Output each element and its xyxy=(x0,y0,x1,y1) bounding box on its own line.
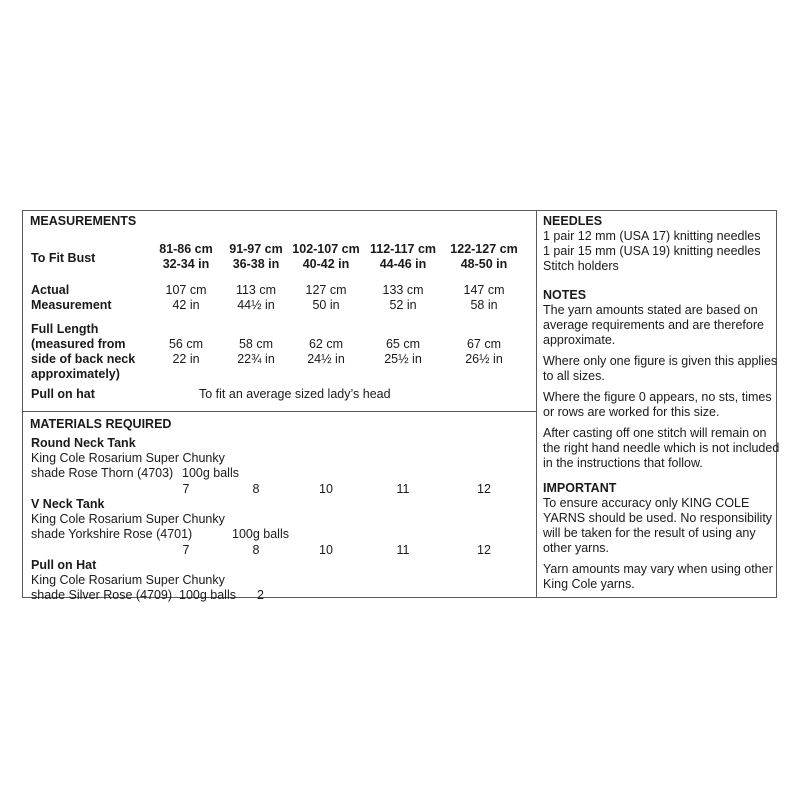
v-neck-qty-3: 10 xyxy=(319,543,333,557)
section-divider xyxy=(23,411,536,412)
notes-paragraph-1: The yarn amounts stated are based on average requirements and are therefore approximate. xyxy=(543,303,764,347)
round-neck-qty-5: 12 xyxy=(477,482,491,496)
v-neck-qty-5: 12 xyxy=(477,543,491,557)
full-length-label-line3: side of back neck xyxy=(31,352,136,366)
size-2-cm: 91-97 cm xyxy=(229,242,283,256)
round-neck-qty-2: 8 xyxy=(252,482,260,496)
size-1-cm: 81-86 cm xyxy=(159,242,213,256)
size-5-in: 48-50 in xyxy=(460,257,508,271)
full-length-5-cm: 67 cm xyxy=(466,337,502,351)
notes-paragraph-2: Where only one figure is given this applies to all sizes. xyxy=(543,354,778,383)
full-length-2 xyxy=(237,337,275,367)
material-shade-hat: shade Silver Rose (4709) xyxy=(31,588,173,602)
size-1-in: 32-34 in xyxy=(162,257,210,271)
round-neck-qty-1: 7 xyxy=(182,482,190,496)
actual-3 xyxy=(306,283,347,313)
material-title-round-neck: Round Neck Tank xyxy=(31,436,136,450)
material-unit-round-neck: 100g balls xyxy=(182,466,239,480)
size-4-in: 44-46 in xyxy=(379,257,427,271)
notes-paragraph-3: Where the figure 0 appears, no sts, times or rows are worked for this size. xyxy=(543,390,772,419)
size-4 xyxy=(370,242,436,272)
round-neck-qty-4: 11 xyxy=(396,482,410,496)
actual-label-line2: Measurement xyxy=(31,298,112,312)
needle-line-1: 1 pair 12 mm (USA 17) knitting needles xyxy=(543,229,761,243)
full-length-2-in: 22¾ in xyxy=(237,352,275,366)
actual-1-cm: 107 cm xyxy=(165,283,207,297)
actual-4-cm: 133 cm xyxy=(382,283,424,297)
actual-2-in: 44½ in xyxy=(237,298,275,312)
to-fit-bust-label: To Fit Bust xyxy=(31,251,96,265)
important-heading: IMPORTANT xyxy=(543,481,617,495)
actual-3-in: 50 in xyxy=(312,298,340,312)
actual-5-cm: 147 cm xyxy=(463,283,505,297)
size-1 xyxy=(159,242,213,272)
measurements-heading: MEASUREMENTS xyxy=(30,214,137,228)
actual-5 xyxy=(464,283,505,313)
actual-1-in: 42 in xyxy=(172,298,200,312)
pattern-info-box xyxy=(22,210,780,602)
materials-heading: MATERIALS REQUIRED xyxy=(30,417,172,431)
v-neck-qty-2: 8 xyxy=(252,543,260,557)
full-length-2-cm: 58 cm xyxy=(238,337,274,351)
important-paragraph-1: To ensure accuracy only KING COLE YARNS should be used. No responsibility will be taken for the result of using any other yarns. xyxy=(543,496,773,555)
material-yarn-round-neck: King Cole Rosarium Super Chunky xyxy=(31,451,225,465)
size-3-cm: 102-107 cm xyxy=(292,242,360,256)
material-yarn-v-neck: King Cole Rosarium Super Chunky xyxy=(31,512,225,526)
material-title-hat: Pull on Hat xyxy=(31,558,97,572)
needle-line-3: Stitch holders xyxy=(543,259,619,273)
full-length-5 xyxy=(465,337,503,367)
size-2-in: 36-38 in xyxy=(232,257,280,271)
full-length-1-in: 22 in xyxy=(172,352,200,366)
full-length-label-line2: (measured from xyxy=(31,337,126,351)
full-length-3 xyxy=(307,337,345,367)
notes-paragraph-4: After casting off one stitch will remain on the right hand needle which is not included in the instructions that follow. xyxy=(543,426,780,470)
full-length-4-in: 25½ in xyxy=(384,352,422,366)
size-4-cm: 112-117 cm xyxy=(369,242,437,256)
full-length-3-cm: 62 cm xyxy=(308,337,344,351)
needle-line-2: 1 pair 15 mm (USA 19) knitting needles xyxy=(543,244,761,258)
hat-qty: 2 xyxy=(257,588,264,602)
full-length-5-in: 26½ in xyxy=(465,352,503,366)
important-paragraph-2: Yarn amounts may vary when using other King Cole yarns. xyxy=(543,562,773,591)
actual-1 xyxy=(166,283,207,313)
v-neck-qty-1: 7 xyxy=(182,543,190,557)
size-3 xyxy=(292,242,359,272)
full-length-1-cm: 56 cm xyxy=(168,337,204,351)
actual-2-cm: 113 cm xyxy=(235,283,277,297)
size-2 xyxy=(229,242,283,272)
full-length-4-cm: 65 cm xyxy=(385,337,421,351)
needles-heading: NEEDLES xyxy=(543,214,603,228)
v-neck-qty-4: 11 xyxy=(396,543,410,557)
notes-heading: NOTES xyxy=(543,288,587,302)
important-section xyxy=(543,481,783,592)
full-length-3-in: 24½ in xyxy=(307,352,345,366)
full-length-4 xyxy=(384,337,422,367)
material-shade-v-neck: shade Yorkshire Rose (4701) xyxy=(31,527,193,541)
material-unit-v-neck: 100g balls xyxy=(232,527,289,541)
size-5-cm: 122-127 cm xyxy=(450,242,518,256)
size-3-in: 40-42 in xyxy=(302,257,350,271)
actual-3-cm: 127 cm xyxy=(305,283,347,297)
actual-4 xyxy=(383,283,424,313)
actual-2 xyxy=(236,283,276,313)
pull-on-hat-label: Pull on hat xyxy=(31,387,95,401)
actual-5-in: 58 in xyxy=(470,298,498,312)
needles-section xyxy=(543,214,783,274)
notes-section xyxy=(543,288,783,471)
full-length-label xyxy=(31,322,135,382)
actual-measurement-label xyxy=(31,283,112,313)
full-length-1 xyxy=(169,337,203,367)
material-unit-hat: 100g balls xyxy=(179,588,236,602)
right-column xyxy=(536,211,778,597)
pull-on-hat-value: To fit an average sized lady’s head xyxy=(199,387,391,401)
size-5 xyxy=(450,242,517,272)
round-neck-qty-3: 10 xyxy=(319,482,333,496)
actual-4-in: 52 in xyxy=(389,298,417,312)
full-length-label-line1: Full Length xyxy=(31,322,99,336)
material-title-v-neck: V Neck Tank xyxy=(31,497,105,511)
material-shade-round-neck: shade Rose Thorn (4703) xyxy=(31,466,174,480)
material-yarn-hat: King Cole Rosarium Super Chunky xyxy=(31,573,225,587)
full-length-label-line4: approximately) xyxy=(31,367,120,381)
actual-label-line1: Actual xyxy=(31,283,70,297)
